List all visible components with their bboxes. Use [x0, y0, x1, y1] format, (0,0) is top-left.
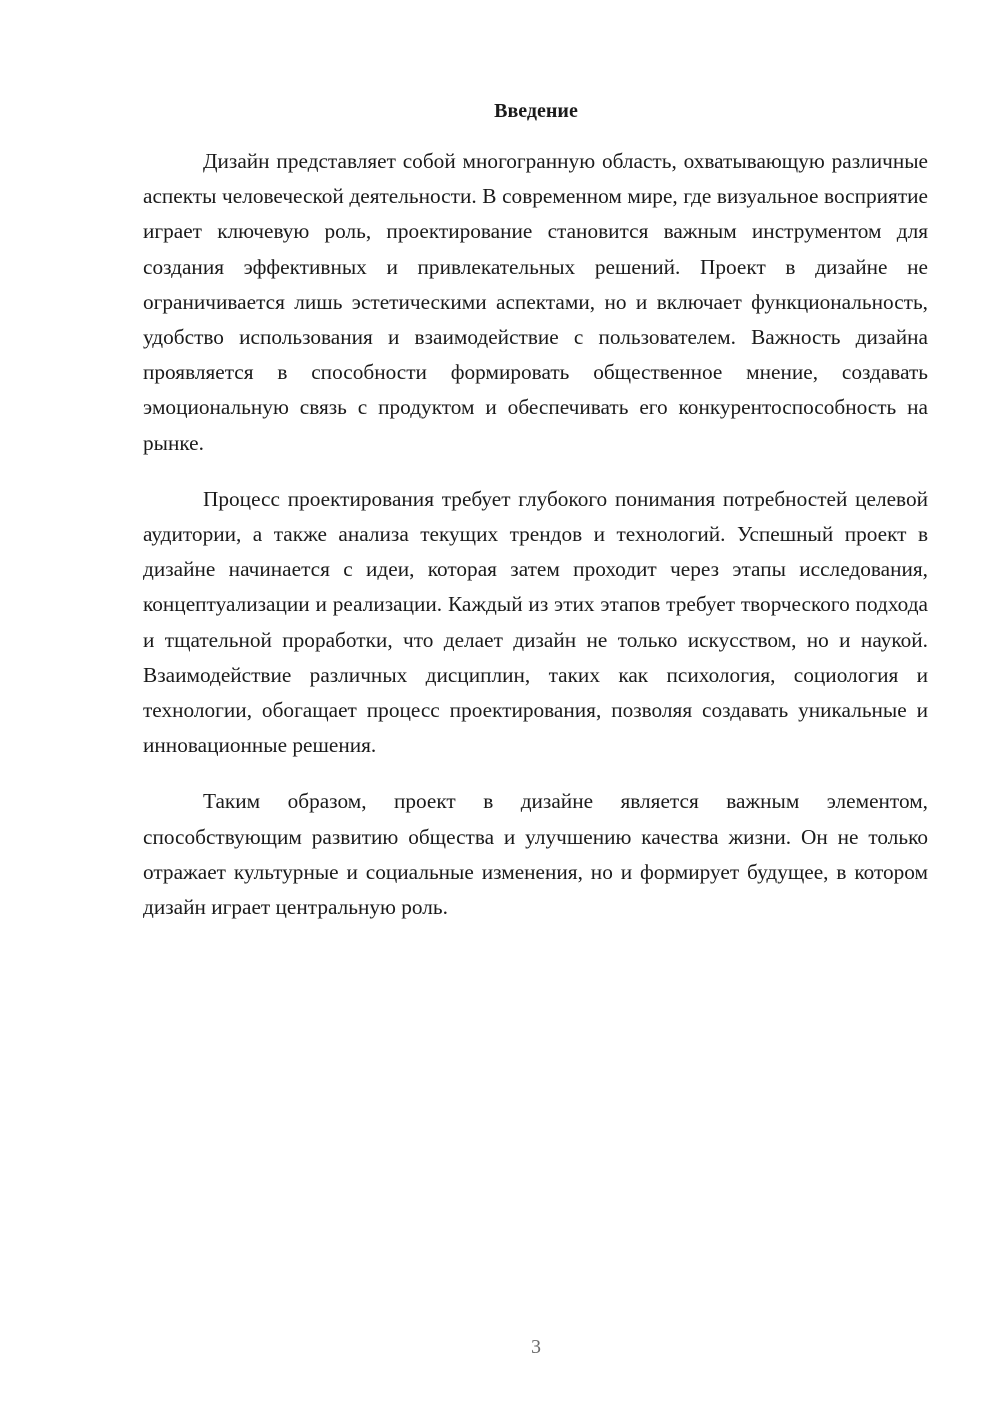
section-heading: Введение [494, 100, 578, 122]
paragraph: Дизайн представляет собой многогранную область, охватывающую различные аспекты человеческой деятельности. В современном мире, где визуальное восприятие играет ключевую роль, проектирование становится важным инструментом для создания эффективных и привлекательных решений. Проект в дизайне не ограничивается лишь эстетическими аспектами, но и включает функциональность, удобство использования и взаимодействие с пользователем. Важность дизайна проявляется в способности формировать общественное мнение, создавать эмоциональную связь с продуктом и обеспечивать его конкурентоспособность на рынке. [143, 149, 928, 455]
paragraph: Таким образом, проект в дизайне является важным элементом, способствующим развитию общества и улучшению качества жизни. Он не только отражает культурные и социальные изменения, но и формирует будущее, в котором дизайн играет центральную роль. [143, 789, 928, 920]
page-number: 3 [531, 1336, 541, 1358]
paragraph: Процесс проектирования требует глубокого понимания потребностей целевой аудитории, а также анализа текущих трендов и технологий. Успешный проект в дизайне начинается с идеи, которая затем проходит через этапы исследования, концептуализации и реализации. Каждый из этих этапов требует творческого подхода и тщательной проработки, что делает дизайн не только искусством, но и наукой. Взаимодействие различных дисциплин, таких как психология, социология и технологии, обогащает процесс проектирования, позволяя создавать уникальные и инновационные решения. [143, 486, 928, 758]
body-text [143, 144, 928, 946]
